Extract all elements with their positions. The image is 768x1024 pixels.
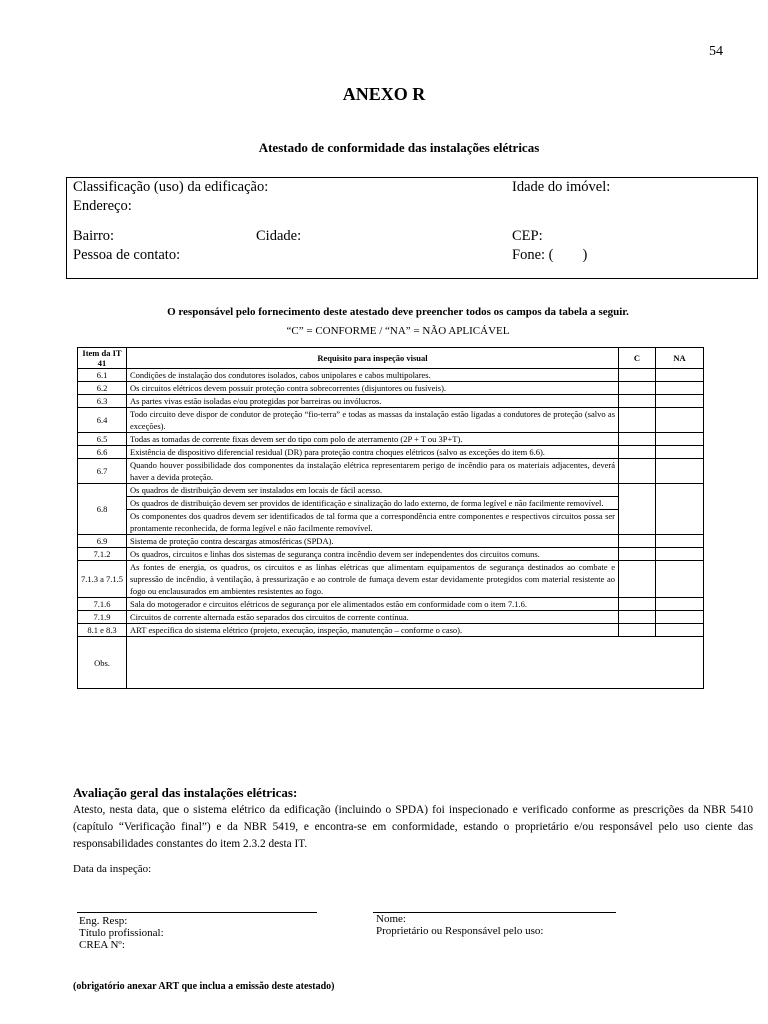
- idade-label: Idade do imóvel:: [512, 179, 611, 195]
- requirement-text: Circuitos de corrente alternada estão separados dos circuitos de corrente contínua.: [130, 612, 409, 622]
- conforme-checkbox-cell[interactable]: [619, 382, 656, 395]
- nao-aplicavel-checkbox-cell[interactable]: [656, 535, 704, 548]
- requirement-text: ART específica do sistema elétrico (projeto, execução, inspeção, manutenção – conforme o caso).: [130, 625, 463, 635]
- item-number: 6.5: [78, 433, 127, 446]
- header-requisito: Requisito para inspeção visual: [127, 348, 619, 369]
- requirement-text: Condições de instalação dos condutores isolados, cabos unipolares e cabos multipolares.: [130, 370, 431, 380]
- table-row: [78, 561, 704, 598]
- item-number: 7.1.3 a 7.1.5: [78, 561, 127, 598]
- nao-aplicavel-checkbox-cell[interactable]: [656, 598, 704, 611]
- owner-signature-block: [376, 913, 543, 937]
- nao-aplicavel-checkbox-cell[interactable]: [656, 433, 704, 446]
- requirement-text: Sistema de proteção contra descargas atmosféricas (SPDA).: [130, 536, 334, 546]
- titulo-profissional-label: Título profissional:: [79, 927, 164, 939]
- crea-label: CREA Nº:: [79, 939, 125, 951]
- requirement-text: Quando houver possibilidade dos componentes da instalação elétrica representarem perigo de incêndio para os materiais adjacentes, deverá haver a devida proteção.: [130, 460, 615, 482]
- table-row: [78, 395, 704, 408]
- pessoa-contato-label: Pessoa de contato:: [73, 247, 181, 263]
- requirement-cell: [127, 433, 619, 446]
- requirement-text: Todo circuito deve dispor de condutor de proteção “fio-terra” e todas as massas da instalação estão ligadas a condutores de proteção (salvo as exceções).: [130, 409, 615, 431]
- requirement-cell: [127, 624, 619, 637]
- conforme-checkbox-cell[interactable]: [619, 484, 656, 535]
- requirement-cell: [127, 611, 619, 624]
- table-row: [78, 624, 704, 637]
- requirement-cell: [127, 382, 619, 395]
- conforme-checkbox-cell[interactable]: [619, 624, 656, 637]
- conforme-checkbox-cell[interactable]: [619, 459, 656, 484]
- requirement-text: As partes vivas estão isoladas e/ou protegidas por barreiras ou invólucros.: [130, 396, 382, 406]
- conforme-checkbox-cell[interactable]: [619, 408, 656, 433]
- item-number: 7.1.2: [78, 548, 127, 561]
- requirement-text: Os componentes dos quadros devem ser identificados de tal forma que a correspondência entre componentes e respectivos circuitos possa ser prontamente reconhecida, de forma legível e não facilmente removível.: [127, 509, 618, 534]
- proprietario-label: Proprietário ou Responsável pelo uso:: [376, 925, 544, 937]
- table-row: [78, 548, 704, 561]
- requirement-cell: [127, 395, 619, 408]
- item-number: 6.1: [78, 369, 127, 382]
- item-number: 6.7: [78, 459, 127, 484]
- conforme-checkbox-cell[interactable]: [619, 433, 656, 446]
- obs-field[interactable]: [127, 637, 704, 689]
- table-row: [78, 408, 704, 433]
- inspection-date-label: Data da inspeção:: [73, 863, 152, 875]
- nao-aplicavel-checkbox-cell[interactable]: [656, 611, 704, 624]
- conforme-checkbox-cell[interactable]: [619, 446, 656, 459]
- item-number: 6.2: [78, 382, 127, 395]
- table-row: [78, 433, 704, 446]
- conforme-checkbox-cell[interactable]: [619, 611, 656, 624]
- requirement-cell: [127, 446, 619, 459]
- requirement-text: Os quadros de distribuição devem ser providos de identificação e sinalização do lado externo, de forma legível e não facilmente removível.: [127, 496, 618, 509]
- requirement-text: Os quadros de distribuição devem ser instalados em locais de fácil acesso.: [130, 485, 383, 495]
- requirement-cell: [127, 369, 619, 382]
- conforme-checkbox-cell[interactable]: [619, 395, 656, 408]
- cep-label: CEP:: [512, 228, 543, 244]
- requirement-cell: [127, 484, 619, 535]
- nao-aplicavel-checkbox-cell[interactable]: [656, 446, 704, 459]
- requirement-cell: [127, 548, 619, 561]
- table-row: [78, 535, 704, 548]
- nao-aplicavel-checkbox-cell[interactable]: [656, 561, 704, 598]
- item-number: 7.1.9: [78, 611, 127, 624]
- obs-label: Obs.: [78, 637, 127, 689]
- signature-line-engineer: [77, 912, 317, 913]
- legend: “C” = CONFORME / “NA” = NÃO APLICÁVEL: [286, 325, 510, 337]
- item-number: 6.8: [78, 484, 127, 535]
- conforme-checkbox-cell[interactable]: [619, 535, 656, 548]
- building-info-box: [66, 177, 758, 279]
- page-number: 54: [709, 44, 723, 59]
- eng-resp-label: Eng. Resp:: [79, 915, 128, 927]
- requirement-cell: [127, 408, 619, 433]
- cidade-label: Cidade:: [256, 228, 302, 244]
- evaluation-text: Atesto, nesta data, que o sistema elétrico da edificação (incluindo o SPDA) foi inspecionado e verificado conforme as prescrições da NBR 5410 (capítulo “Verificação final”) e da NBR 5419, e encontra-se em conformidade, estando o proprietário e/ou responsável pelo uso ciente das responsabilidades constantes do item 2.3.2 desta IT.: [73, 804, 753, 850]
- item-number: 6.6: [78, 446, 127, 459]
- evaluation-title: Avaliação geral das instalações elétricas:: [73, 785, 298, 800]
- conforme-checkbox-cell[interactable]: [619, 561, 656, 598]
- item-number: 6.4: [78, 408, 127, 433]
- conforme-checkbox-cell[interactable]: [619, 598, 656, 611]
- nao-aplicavel-checkbox-cell[interactable]: [656, 548, 704, 561]
- endereco-label: Endereço:: [73, 198, 132, 214]
- requirement-text: Todas as tomadas de corrente fixas devem ser do tipo com polo de aterramento (2P + T ou 3P+T).: [130, 434, 463, 444]
- requirement-text: As fontes de energia, os quadros, os circuitos e as linhas elétricas que alimentam equipamentos de segurança destinados ao combate e supressão de incêndio, à ventilação, à pressurização e ao controle de fumaça devem estar devidamente protegidos com material resistente ao fogo ou enclausurados em ambientes resistentes ao fogo.: [130, 562, 615, 596]
- header-na: NA: [656, 348, 704, 369]
- table-row: [78, 611, 704, 624]
- item-number: 6.9: [78, 535, 127, 548]
- footer-note: (obrigatório anexar ART que inclua a emissão deste atestado): [73, 981, 335, 992]
- header-c: C: [619, 348, 656, 369]
- requirement-cell: [127, 459, 619, 484]
- header-item: Item da IT 41: [78, 348, 127, 369]
- requirement-cell: [127, 598, 619, 611]
- table-row: [78, 459, 704, 484]
- engineer-signature-block: [79, 915, 164, 951]
- nao-aplicavel-checkbox-cell[interactable]: [656, 459, 704, 484]
- requirement-cell: [127, 561, 619, 598]
- conforme-checkbox-cell[interactable]: [619, 369, 656, 382]
- table-row: [78, 446, 704, 459]
- document-subtitle: Atestado de conformidade das instalações elétricas: [258, 140, 540, 155]
- instructions: O responsável pelo fornecimento deste atestado deve preencher todos os campos da tabela a seguir.: [167, 306, 629, 318]
- nao-aplicavel-checkbox-cell[interactable]: [656, 369, 704, 382]
- table-row: [78, 369, 704, 382]
- item-number: 7.1.6: [78, 598, 127, 611]
- requirement-cell: [127, 535, 619, 548]
- table-row: [78, 382, 704, 395]
- requirement-text: Os quadros, circuitos e linhas dos sistemas de segurança contra incêndio devem ser independentes dos circuitos comuns.: [130, 549, 540, 559]
- item-number: 6.3: [78, 395, 127, 408]
- nao-aplicavel-checkbox-cell[interactable]: [656, 624, 704, 637]
- item-number: 8.1 e 8.3: [78, 624, 127, 637]
- table-row: [78, 484, 704, 535]
- fone-label: Fone: ( ): [512, 247, 588, 263]
- bairro-label: Bairro:: [73, 228, 115, 244]
- requirement-text: Os circuitos elétricos devem possuir proteção contra sobrecorrentes (disjuntores ou fusíveis).: [130, 383, 447, 393]
- table-row: [78, 598, 704, 611]
- requirement-text: Existência de dispositivo diferencial residual (DR) para proteção contra choques elétricos (salvo as exceções do item 6.6).: [130, 447, 545, 457]
- nao-aplicavel-checkbox-cell[interactable]: [656, 408, 704, 433]
- nao-aplicavel-checkbox-cell[interactable]: [656, 395, 704, 408]
- nao-aplicavel-checkbox-cell[interactable]: [656, 484, 704, 535]
- requirement-text: Sala do motogerador e circuitos elétricos de segurança por ele alimentados estão em conformidade com o item 7.1.6.: [130, 599, 528, 609]
- nome-label: Nome:: [376, 913, 406, 925]
- classificacao-label: Classificação (uso) da edificação:: [73, 179, 269, 195]
- page-title: ANEXO R: [342, 84, 426, 104]
- conforme-checkbox-cell[interactable]: [619, 548, 656, 561]
- nao-aplicavel-checkbox-cell[interactable]: [656, 382, 704, 395]
- inspection-table: [77, 347, 704, 689]
